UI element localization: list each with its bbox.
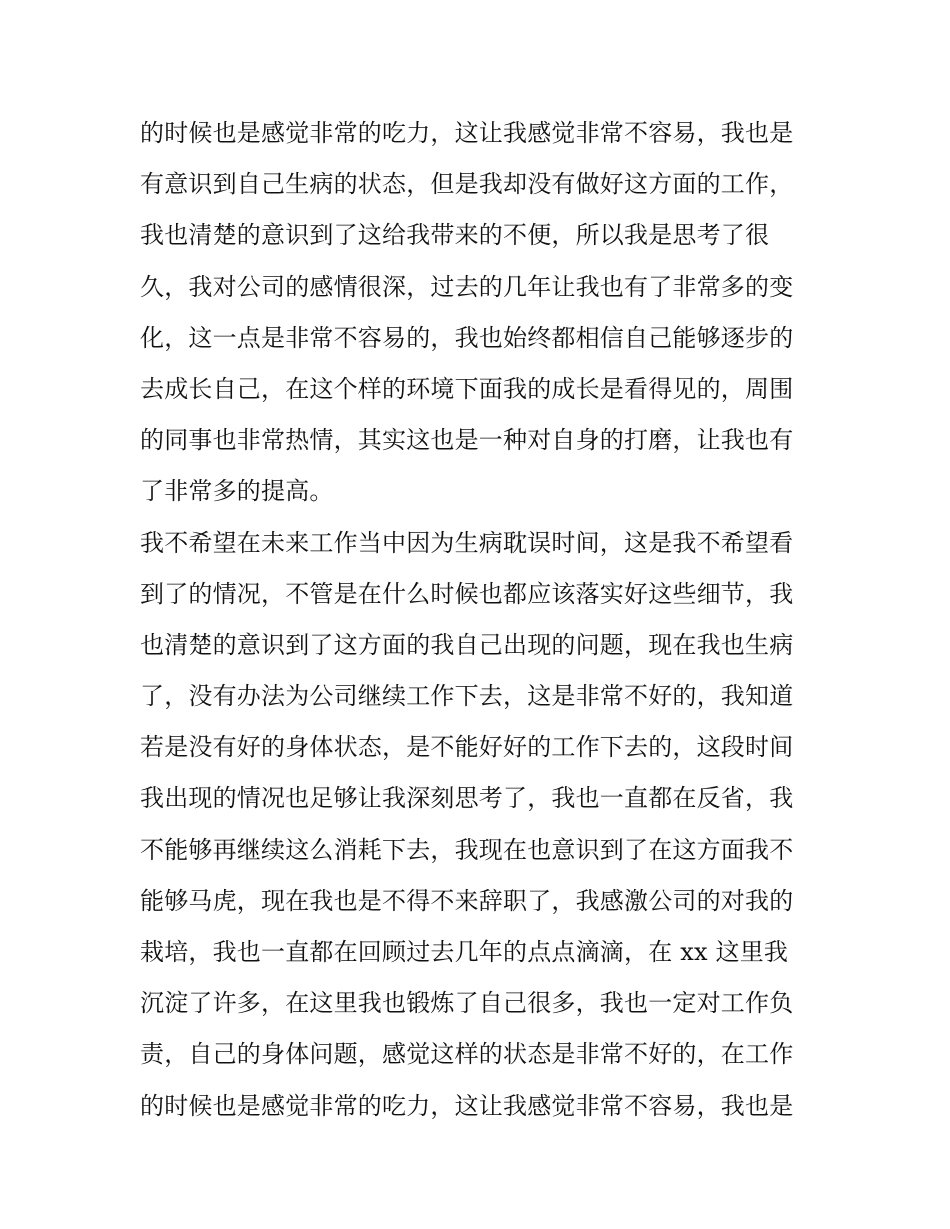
text-line: 沉淀了许多，在这里我也锻炼了自己很多，我也一定对工作负	[140, 989, 794, 1018]
text-line: 我不希望在未来工作当中因为生病耽误时间，这是我不希望看	[140, 528, 794, 557]
text-line: 也清楚的意识到了这方面的我自己出现的问题，现在我也生病	[140, 630, 794, 659]
text-line: 了，没有办法为公司继续工作下去，这是非常不好的，我知道	[140, 682, 794, 711]
text-line: 我也清楚的意识到了这给我带来的不便，所以我是思考了很	[140, 221, 770, 250]
text-line: 能够马虎，现在我也是不得不来辞职了，我感激公司的对我的	[140, 886, 794, 915]
text-line: 若是没有好的身体状态，是不能好好的工作下去的，这段时间	[140, 733, 794, 762]
text-line: 的时候也是感觉非常的吃力，这让我感觉非常不容易，我也是	[140, 119, 794, 147]
text-line: 了非常多的提高。	[140, 477, 334, 506]
text-line: 的时候也是感觉非常的吃力，这让我感觉非常不容易，我也是	[140, 1091, 794, 1120]
text-line: 责，自己的身体问题，感觉这样的状态是非常不好的，在工作	[140, 1040, 794, 1069]
text-line: 到了的情况，不管是在什么时候也都应该落实好这些细节，我	[140, 579, 794, 608]
body-text	[140, 108, 820, 1132]
text-line: 我出现的情况也足够让我深刻思考了，我也一直都在反省，我	[140, 784, 794, 813]
text-line: 的同事也非常热情，其实这也是一种对自身的打磨，让我也有	[140, 426, 794, 455]
text-line: 化，这一点是非常不容易的，我也始终都相信自己能够逐步的	[140, 323, 794, 352]
text-line: 久，我对公司的感情很深，过去的几年让我也有了非常多的变	[140, 272, 794, 301]
text-line: 不能够再继续这么消耗下去，我现在也意识到了在这方面我不	[140, 835, 794, 864]
text-line: 栽培，我也一直都在回顾过去几年的点点滴滴，在 xx 这里我	[140, 938, 789, 966]
text-line: 有意识到自己生病的状态，但是我却没有做好这方面的工作，	[140, 170, 794, 199]
text-line: 去成长自己，在这个样的环境下面我的成长是看得见的，周围	[140, 374, 794, 403]
